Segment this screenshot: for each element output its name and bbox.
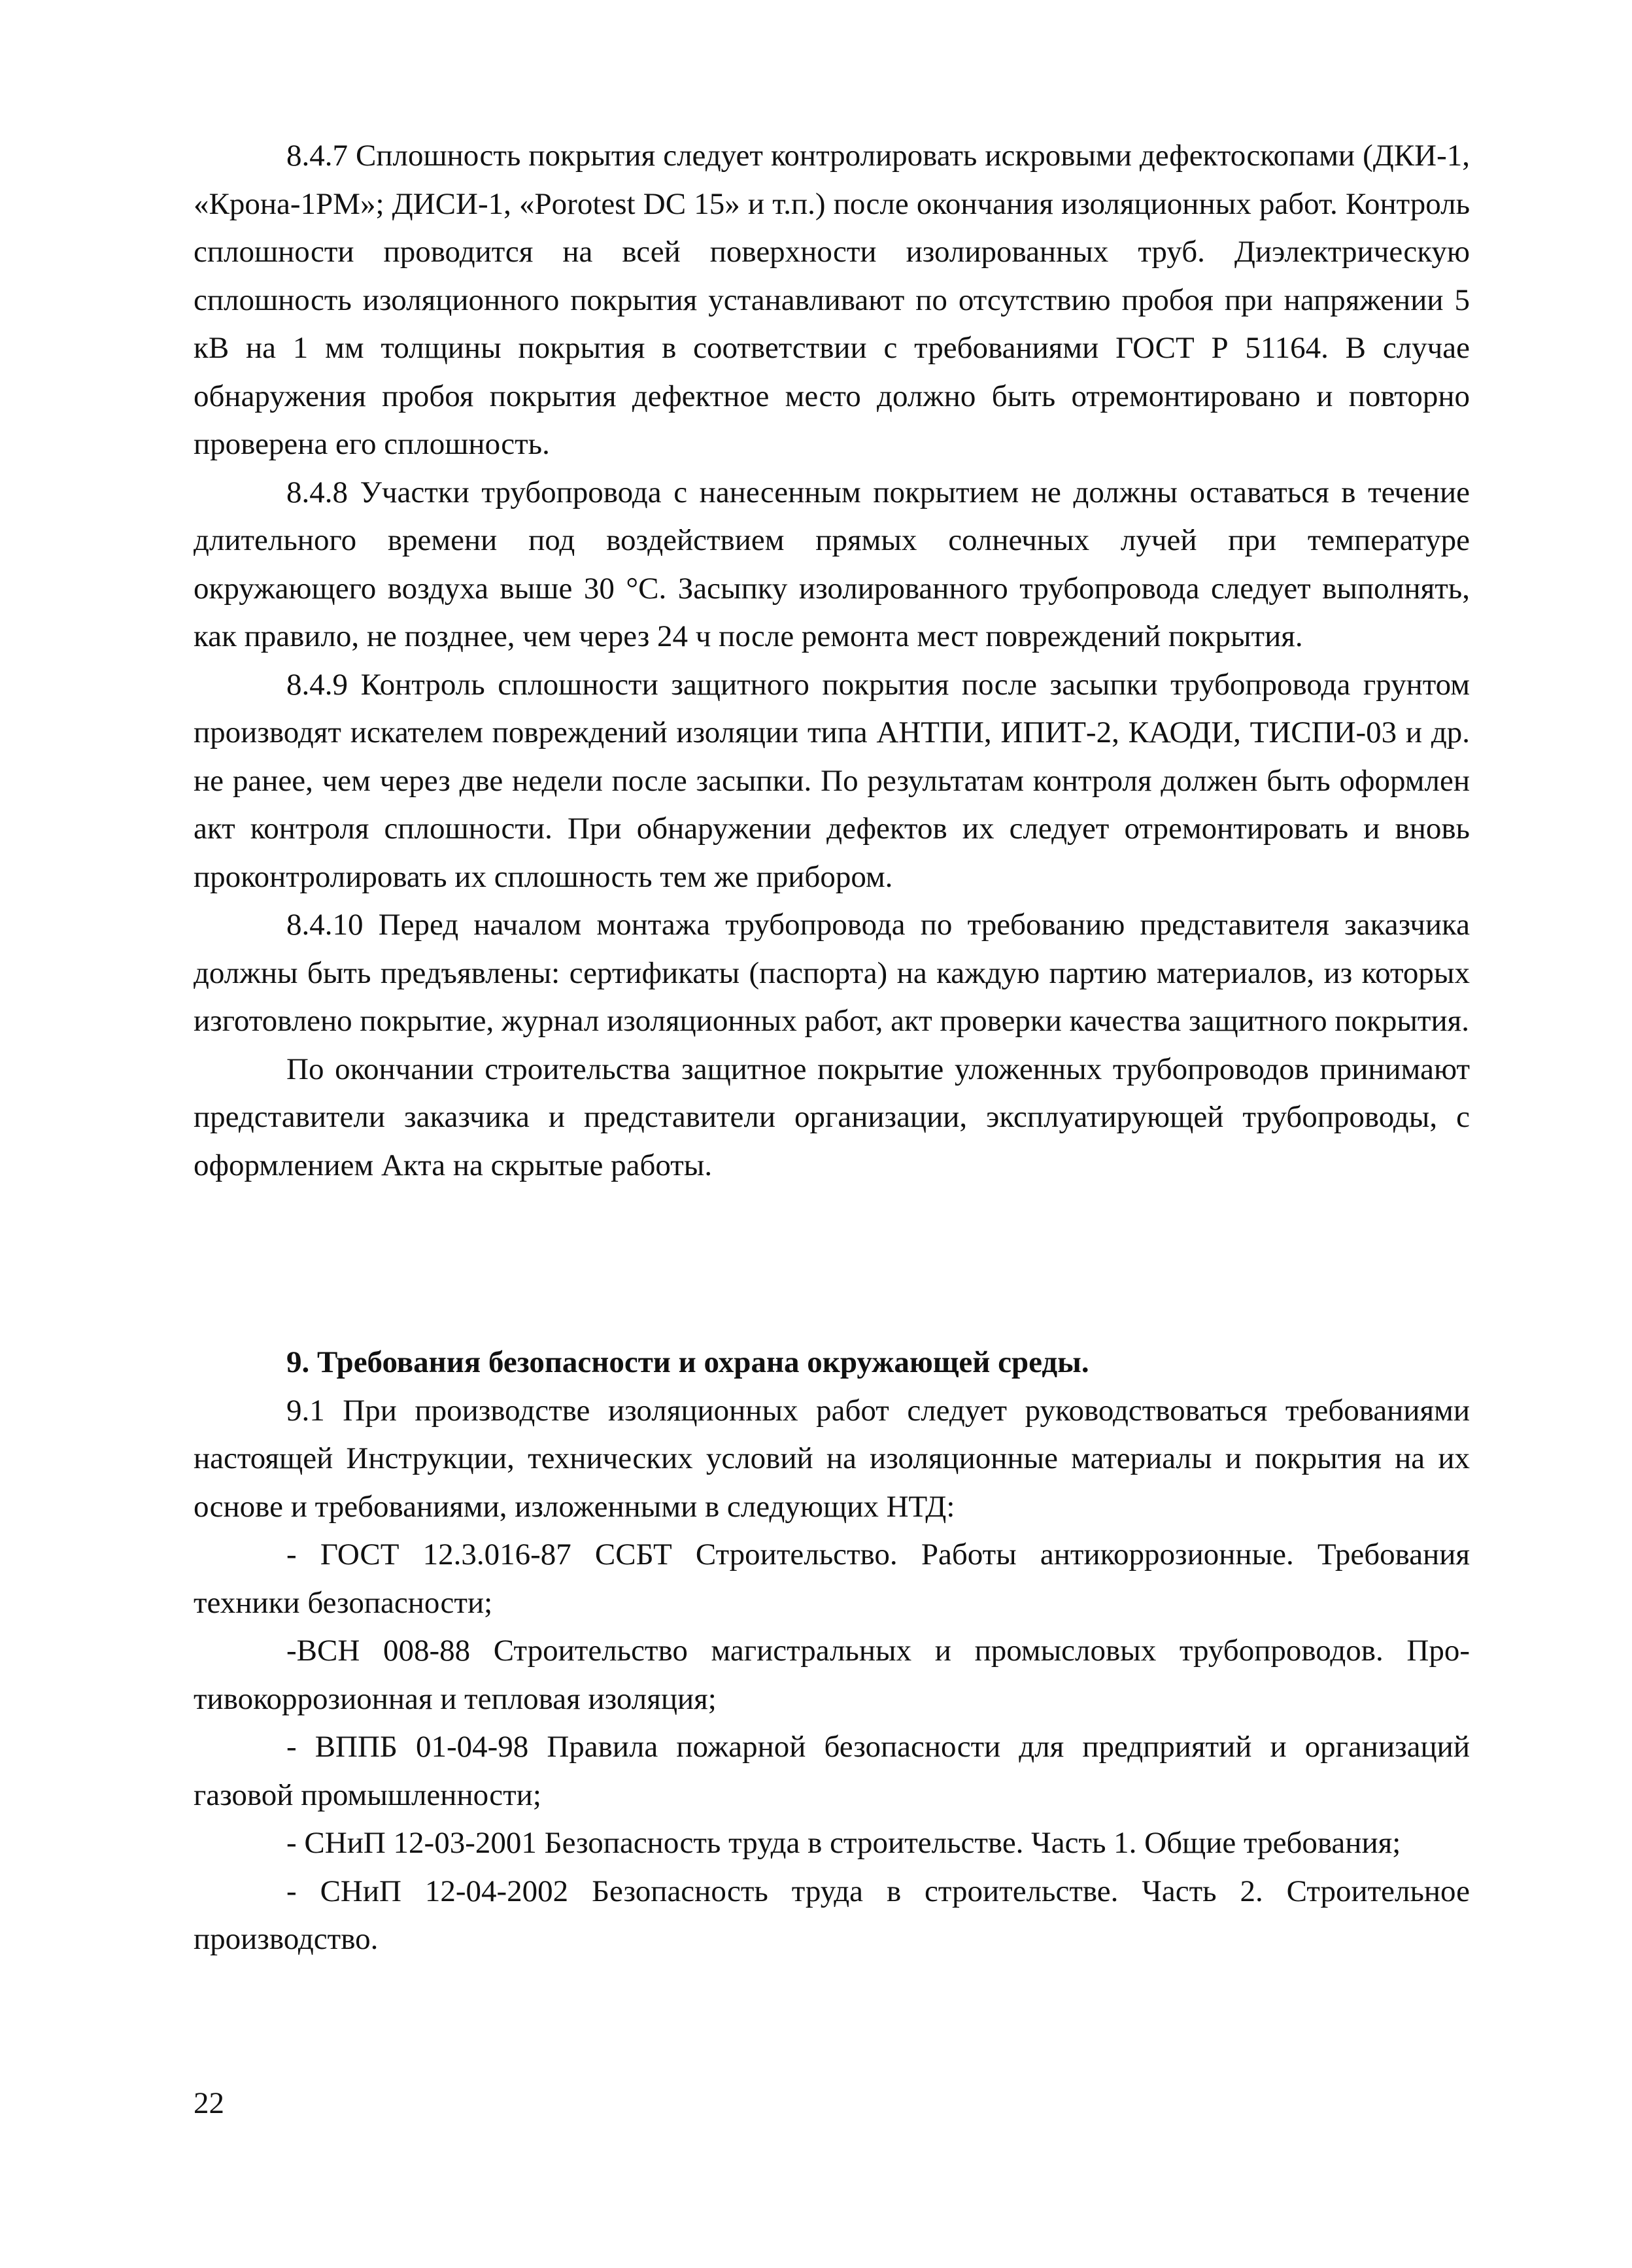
page-content <box>194 132 1470 1964</box>
paragraph-8-4-10: 8.4.10 Перед началом монтажа трубопровода по требованию представителя заказчика должны быть предъявлены: сертификаты (паспорта) на каждую партию материалов, из которых изготовлено покрытие, журнал изоляционных работ, акт проверки качества защитного покрытия. <box>194 908 1470 1038</box>
list-item-snip-part1: - СНиП 12-03-2001 Безопасность труда в строительстве. Часть 1. Общие требования; <box>286 1826 1401 1860</box>
page-number: 22 <box>194 2086 224 2120</box>
list-item-gost: - ГОСТ 12.3.016-87 ССБТ Строительство. Работы антикоррозионные. Требования техники безопасности; <box>194 1538 1470 1620</box>
paragraph-9-1: 9.1 При производстве изоляционных работ следует руководствоваться требованиями настоящей Инструкции, технических условий на изоляционные материалы и покрытия на их основе и требованиями, изложенными в следующих НТД: <box>194 1393 1470 1524</box>
paragraph-8-4-7: 8.4.7 Сплошность покрытия следует контролировать искровыми дефектоскопами (ДКИ-1, «Крона-1РМ»; ДИСИ-1, «Porotest DC 15» и т.п.) после окончания изоляционных работ. Контроль сплошности проводится на всей поверхности изолированных труб. Диэлектрическую сплошность изоляционного покрытия устанавливают по отсутствию пробоя при напряжении 5 кВ на 1 мм толщины покрытия в соответствии с требованиями ГОСТ Р 51164. В случае обнаружения пробоя покрытия дефектное место должно быть отремонтировано и повторно проверена его сплошность. <box>194 139 1470 461</box>
paragraph-8-4-9: 8.4.9 Контроль сплошности защитного покрытия после засыпки трубопровода грунтом производят искателем повреждений изоляции типа АНТПИ, ИПИТ-2, КАОДИ, ТИСПИ-03 и др. не ранее, чем через две недели после засыпки. По результатам контроля должен быть оформлен акт контроля сплошности. При обнаружении дефектов их следует отремонтировать и вновь проконтролировать их сплошность тем же прибором. <box>194 667 1470 894</box>
list-item-vsn: -ВСН 008-88 Строительство магистральных и промысловых трубопроводов. Противокоррозионная и тепловая изоляция; <box>194 1634 1470 1716</box>
section-gap <box>194 1190 1470 1339</box>
paragraph-acceptance: По окончании строительства защитное покрытие уложенных трубопроводов принимают представители заказчика и представители организации, эксплуатирующей трубопроводы, с оформлением Акта на скрытые работы. <box>194 1052 1470 1182</box>
section-9-heading: 9. Требования безопасности и охрана окружающей среды. <box>286 1345 1089 1379</box>
list-item-snip-part2: - СНиП 12-04-2002 Безопасность труда в строительстве. Часть 2. Строительное производство. <box>194 1874 1470 1956</box>
paragraph-8-4-8: 8.4.8 Участки трубопровода с нанесенным покрытием не должны оставаться в течение длительного времени под воздействием прямых солнечных лучей при температуре окружающего воздуха выше 30 °С. Засыпку изолированного трубопровода следует выполнять, как правило, не позднее, чем через 24 ч после ремонта мест повреждений покрытия. <box>194 475 1470 653</box>
list-item-vppb: - ВППБ 01-04-98 Правила пожарной безопасности для предприятий и организаций газовой промышленности; <box>194 1730 1470 1812</box>
